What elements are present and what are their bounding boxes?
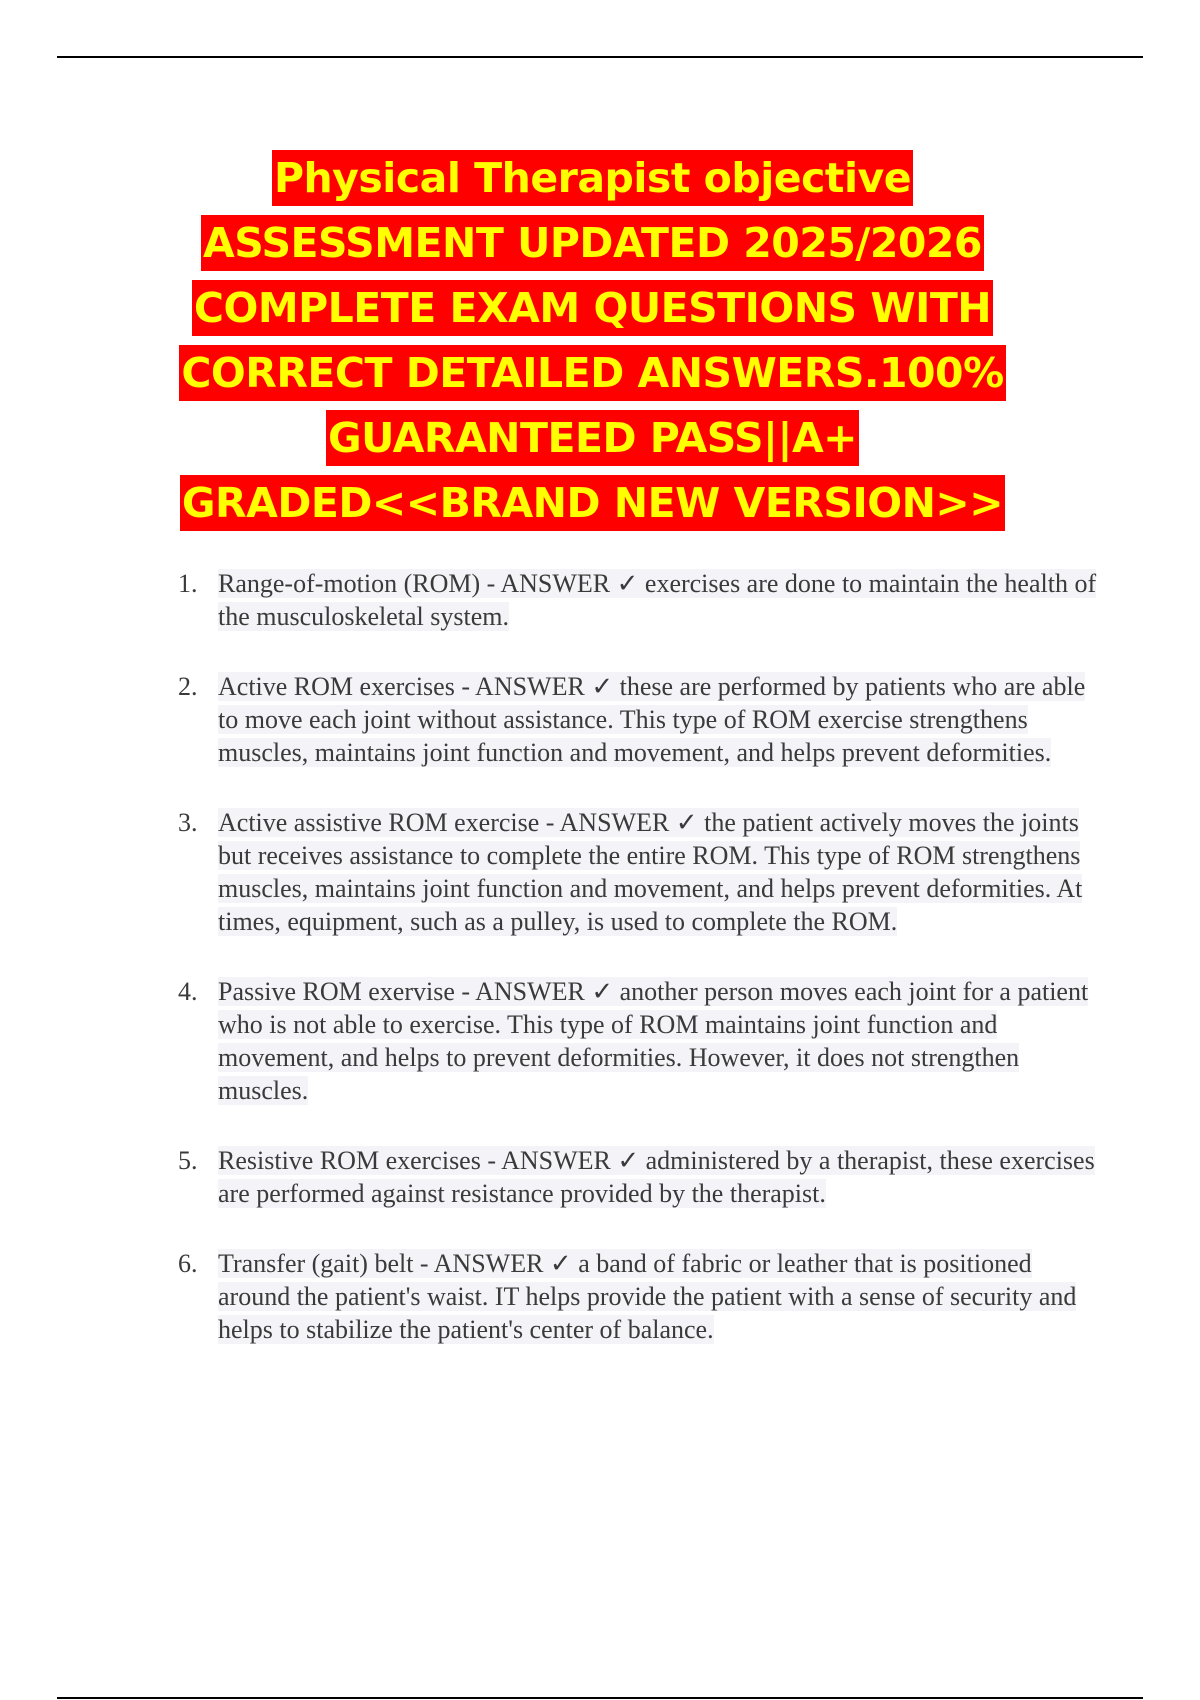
- list-item: [178, 670, 1098, 769]
- title-line: COMPLETE EXAM QUESTIONS WITH: [192, 280, 993, 336]
- list-item: [178, 1144, 1098, 1210]
- item-number: 6.: [178, 1249, 198, 1278]
- qa-list: [178, 567, 1098, 1346]
- title-line: GRADED<<BRAND NEW VERSION>>: [180, 475, 1005, 531]
- list-item: [178, 806, 1098, 938]
- item-number: 2.: [178, 672, 198, 701]
- item-number: 4.: [178, 977, 198, 1006]
- list-item: [178, 567, 1098, 633]
- item-number: 5.: [178, 1146, 198, 1175]
- item-text: Range-of-motion (ROM) - ANSWER ✓ exercises are done to maintain the health of the musculoskeletal system.: [218, 569, 1097, 631]
- bottom-rule: [57, 1697, 1143, 1699]
- title-line: ASSESSMENT UPDATED 2025/2026: [201, 215, 984, 271]
- list-item: [178, 975, 1098, 1107]
- item-number: 3.: [178, 808, 198, 837]
- title-line: GUARANTEED PASS||A+: [326, 410, 859, 466]
- list-item: [178, 1247, 1098, 1346]
- item-text: Passive ROM exervise - ANSWER ✓ another person moves each joint for a patient who is not able to exercise. This type of ROM maintains joint function and movement, and helps to prevent deformities. However, it does not strengthen muscles.: [218, 977, 1089, 1105]
- item-text: Active ROM exercises - ANSWER ✓ these are performed by patients who are able to move each joint without assistance. This type of ROM exercise strengthens muscles, maintains joint function and movement, and helps prevent deformities.: [218, 672, 1086, 767]
- item-text: Transfer (gait) belt - ANSWER ✓ a band of fabric or leather that is positioned around the patient's waist. IT helps provide the patient with a sense of security and helps to stabilize the patient's center of balance.: [218, 1249, 1077, 1344]
- item-number: 1.: [178, 569, 198, 598]
- item-text: Resistive ROM exercises - ANSWER ✓ administered by a therapist, these exercises are performed against resistance provided by the therapist.: [218, 1146, 1095, 1208]
- title-line: Physical Therapist objective: [272, 150, 913, 206]
- title-line: CORRECT DETAILED ANSWERS.100%: [179, 345, 1005, 401]
- document-title: [150, 146, 1035, 536]
- item-text: Active assistive ROM exercise - ANSWER ✓ the patient actively moves the joints but receives assistance to complete the entire ROM. This type of ROM strengthens muscles, maintains joint function and movement, and helps prevent deformities. At times, equipment, such as a pulley, is used to complete the ROM.: [218, 808, 1083, 936]
- top-rule: [57, 56, 1143, 58]
